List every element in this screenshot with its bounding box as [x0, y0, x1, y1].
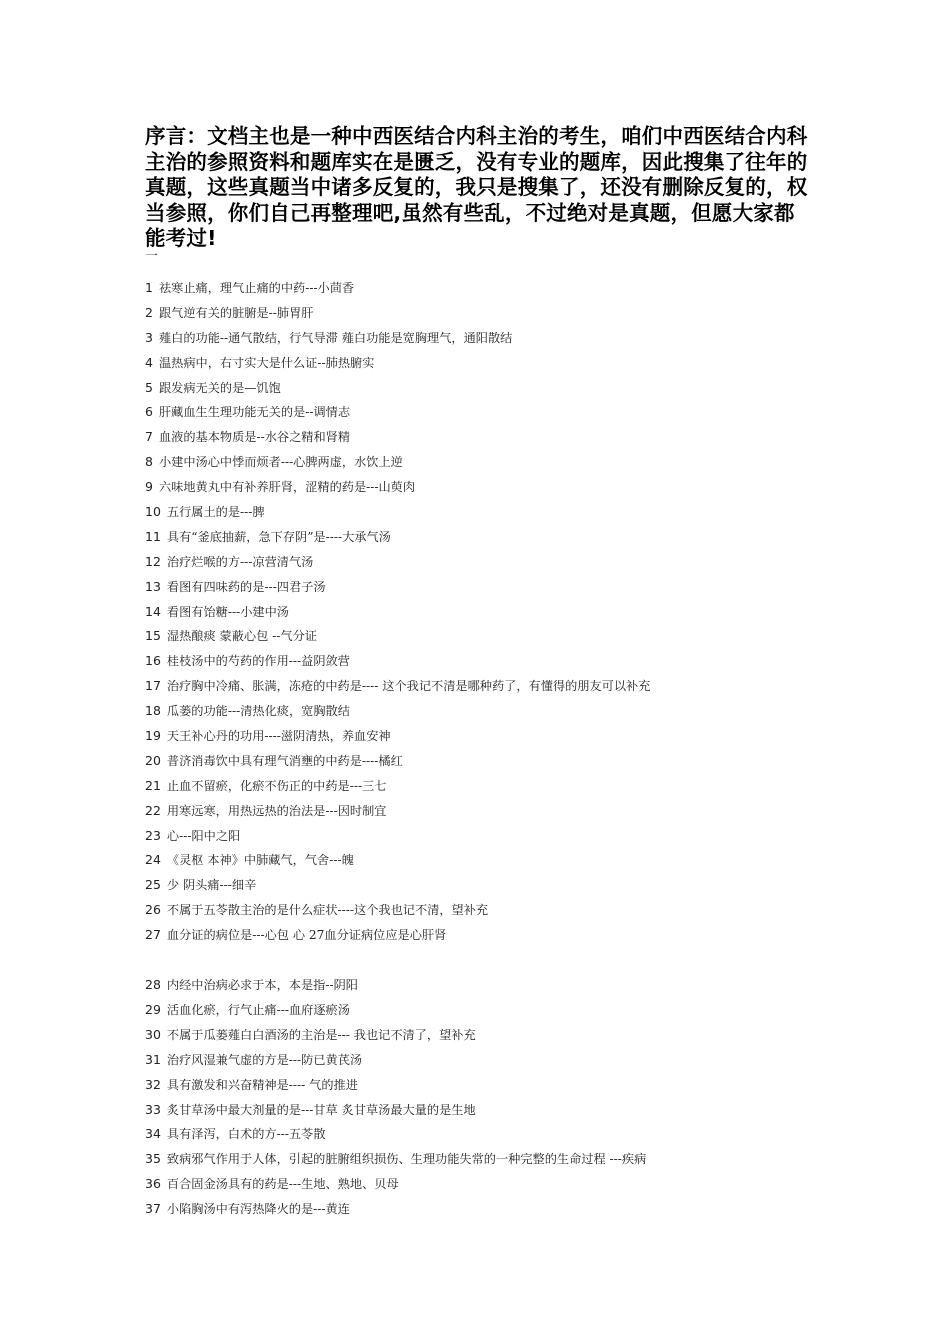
question-item	[145, 1023, 825, 1048]
question-text: 止血不留瘀，化瘀不伤正的中药是---三七	[166, 778, 387, 793]
question-item	[145, 624, 825, 649]
question-number: 4	[145, 354, 153, 370]
question-text: 用寒远寒，用热远热的治法是---因时制宜	[166, 803, 387, 818]
question-text: 活血化瘀，行气止痛---血府逐瘀汤	[166, 1002, 350, 1017]
question-item	[145, 799, 825, 824]
question-number: 20	[145, 752, 161, 768]
question-text: 看图有四味药的是---四君子汤	[166, 579, 326, 594]
question-item	[145, 1122, 825, 1147]
question-text: 治疗风湿兼气虚的方是---防已黄芪汤	[166, 1052, 363, 1067]
question-item	[145, 1172, 825, 1197]
question-text: 血液的基本物质是--水谷之精和肾精	[158, 430, 351, 445]
question-item	[145, 724, 825, 749]
question-item	[145, 301, 825, 326]
question-number: 7	[145, 429, 153, 445]
question-number: 30	[145, 1026, 161, 1042]
question-number: 37	[145, 1201, 161, 1217]
question-number: 14	[145, 603, 161, 619]
question-number: 1	[145, 280, 153, 295]
question-text: 具有泽泻，白术的方---五苓散	[166, 1127, 326, 1142]
question-item	[145, 475, 825, 500]
question-text: 治疗胸中冷痛、胀满，冻疮的中药是---- 这个我记不清是哪种药了，有懂得的朋友可以补充	[166, 679, 651, 694]
question-item	[145, 998, 825, 1023]
question-number: 10	[145, 504, 161, 520]
question-item	[145, 923, 825, 948]
question-item	[145, 550, 825, 575]
question-text: 内经中治病必求于本，本是指--阴阳	[166, 978, 358, 993]
question-number: 34	[145, 1126, 161, 1142]
question-text: 湿热酿痰 蒙蔽心包 --气分证	[166, 629, 317, 644]
question-number: 22	[145, 802, 161, 818]
question-item	[145, 400, 825, 425]
question-item	[145, 1073, 825, 1098]
question-text: 薤白的功能--通气散结，行气导滞 薤白功能是宽胸理气，通阳散结	[158, 330, 513, 345]
question-item	[145, 600, 825, 625]
question-text: 少 阴头痛---细辛	[166, 878, 257, 893]
question-text: 血分证的病位是---心包 心 27血分证病位应是心肝肾	[166, 928, 447, 943]
question-text: 五行属土的是---脾	[166, 505, 265, 520]
question-text: 跟发病无关的是—饥饱	[158, 380, 281, 395]
question-text: 温热病中，右寸实大是什么证--肺热腑实	[158, 355, 375, 370]
question-text: 瓜蒌的功能---清热化痰，宽胸散结	[166, 704, 350, 719]
question-text: 心---阳中之阳	[166, 828, 241, 843]
question-item	[145, 450, 825, 475]
question-number: 19	[145, 728, 161, 744]
question-number: 29	[145, 1001, 161, 1017]
question-number: 31	[145, 1051, 161, 1067]
question-number: 11	[145, 528, 161, 544]
question-text: 六味地黄丸中有补养肝肾，涩精的药是---山萸肉	[158, 480, 416, 495]
question-text: 具有“釜底抽薪，急下存阴”是----大承气汤	[166, 529, 391, 544]
question-item	[145, 873, 825, 898]
question-text: 不属于瓜蒌薤白白酒汤的主治是--- 我也记不清了，望补充	[166, 1027, 476, 1042]
question-item	[145, 898, 825, 923]
question-item	[145, 276, 825, 301]
question-number: 25	[145, 877, 161, 893]
question-number: 23	[145, 827, 161, 843]
question-number: 28	[145, 977, 161, 993]
question-number: 15	[145, 628, 161, 644]
question-item	[145, 699, 825, 724]
question-number: 9	[145, 479, 153, 495]
question-item	[145, 500, 825, 525]
question-item	[145, 749, 825, 774]
question-number: 32	[145, 1076, 161, 1092]
question-item	[145, 525, 825, 550]
section-mark: 一	[145, 249, 159, 264]
question-item	[145, 575, 825, 600]
question-text: 肝藏血生生理功能无关的是--调情志	[158, 405, 351, 420]
question-text: 祛寒止痛，理气止痛的中药---小茴香	[158, 281, 355, 295]
question-text: 小陷胸汤中有泻热降火的是---黄连	[166, 1202, 350, 1217]
question-text: 致病邪气作用于人体，引起的脏腑组织损伤、生理功能失常的一种完整的生命过程 ---疾病	[166, 1152, 647, 1167]
question-item	[145, 425, 825, 450]
question-number: 18	[145, 703, 161, 719]
question-text: 不属于五苓散主治的是什么症状----这个我也记不清，望补充	[166, 903, 489, 918]
question-text: 《灵枢 本神》中肺藏气，气舍---魄	[166, 853, 354, 868]
question-number: 27	[145, 927, 161, 943]
question-text: 百合固金汤具有的药是---生地、熟地、贝母	[166, 1177, 399, 1192]
question-text: 治疗烂喉的方---凉营清气汤	[166, 554, 314, 569]
question-number: 26	[145, 902, 161, 918]
question-item	[145, 1048, 825, 1073]
question-number: 24	[145, 852, 161, 868]
question-text: 小建中汤心中悸而烦者---心脾两虚，水饮上逆	[158, 455, 403, 470]
question-item	[145, 1098, 825, 1123]
question-text: 桂枝汤中的芍药的作用---益阴敛营	[166, 654, 350, 669]
question-number: 17	[145, 678, 161, 694]
question-item	[145, 973, 825, 998]
question-number: 12	[145, 553, 161, 569]
question-number: 13	[145, 578, 161, 594]
question-number: 3	[145, 329, 153, 345]
question-text: 跟气逆有关的脏腑是--肺胃肝	[158, 305, 314, 320]
question-list	[145, 276, 825, 1222]
question-number: 6	[145, 404, 153, 420]
question-number: 33	[145, 1101, 161, 1117]
question-item	[145, 774, 825, 799]
question-number: 5	[145, 379, 153, 395]
question-number: 35	[145, 1151, 161, 1167]
question-item	[145, 326, 825, 351]
question-number: 16	[145, 653, 161, 669]
question-text: 天王补心丹的功用----滋阴清热，养血安神	[166, 729, 391, 744]
question-text: 看图有饴糖---小建中汤	[166, 604, 289, 619]
question-item	[145, 351, 825, 376]
question-number: 8	[145, 454, 153, 470]
question-item	[145, 1197, 825, 1222]
question-text: 普济消毒饮中具有理气消壅的中药是----橘红	[166, 753, 403, 768]
question-item	[145, 649, 825, 674]
question-item	[145, 824, 825, 849]
question-item	[145, 376, 825, 401]
question-number: 21	[145, 777, 161, 793]
preface-paragraph: 序言：文档主也是一种中西医结合内科主治的考生，咱们中西医结合内科主治的参照资料和题库实在是匮乏，没有专业的题库，因此搜集了往年的真题，这些真题当中诸多反复的，我只是搜集了，还没有删除反复的，权当参照，你们自己再整理吧,虽然有些乱，不过绝对是真题，但愿大家都能考过!	[145, 124, 808, 250]
question-number: 36	[145, 1176, 161, 1192]
question-item	[145, 1147, 825, 1172]
question-number: 2	[145, 304, 153, 320]
question-text: 具有激发和兴奋精神是---- 气的推进	[166, 1077, 358, 1092]
question-text: 炙甘草汤中最大剂量的是---甘草 炙甘草汤最大量的是生地	[166, 1102, 476, 1117]
question-item	[145, 848, 825, 873]
question-item	[145, 674, 825, 699]
